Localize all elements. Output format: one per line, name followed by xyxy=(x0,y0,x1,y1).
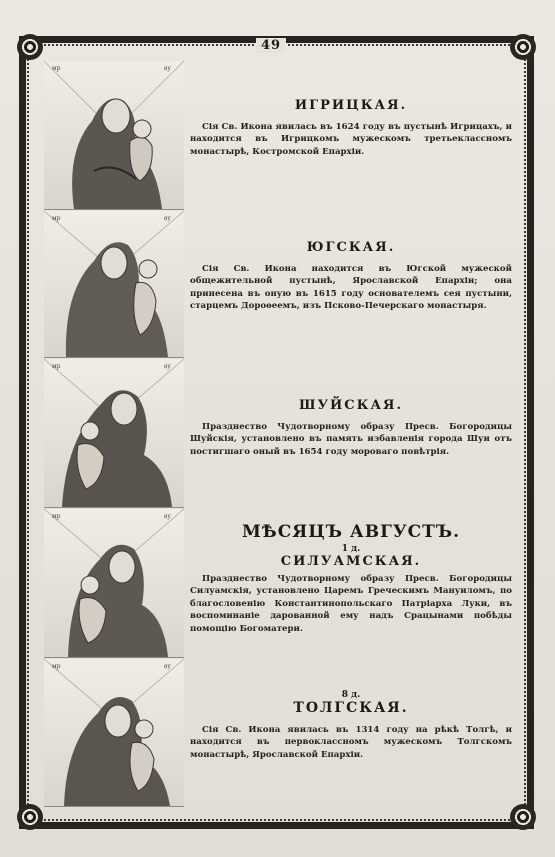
madonna-icon xyxy=(44,211,184,357)
madonna-icon xyxy=(44,359,184,507)
section-title: ЮГСКАЯ. xyxy=(306,240,396,255)
icon-label-right: ѳу xyxy=(164,663,171,670)
section-text: Празднество Чудотворному образу Пресв. Богородицы Шуйскія, установлено въ память избавленія города Шуи отъ постигшаго оный въ 1654 году моровагo повѣтрія. xyxy=(190,422,512,457)
icon-label-right: ѳу xyxy=(164,513,171,520)
icon-label-left: мр xyxy=(52,513,61,520)
section-igritskaya xyxy=(190,98,512,158)
section-text: Сія Св. Икона явилась въ 1624 году въ пустынѣ Игрицахъ, и находится въ Игрицкомъ мужескомъ третьеклассномъ монастырѣ, Костромской Епархіи. xyxy=(190,122,512,157)
section-text: Празднество Чудотворному образу Пресв. Богородицы Силуамскія, установлено Царемъ Греческимъ Мануиломъ, по благословенію Константинопольскаго Патріарха Луки, въ воспоминаніе дарованной ему надъ Срацынами побѣды помощію Богоматери. xyxy=(190,574,512,634)
icon-label-right: ѳу xyxy=(164,363,171,370)
icon-label-left: мр xyxy=(52,363,61,370)
section-text: Сія Св. Икона явилась въ 1314 году на рѣкѣ Толгѣ, и находится въ первоклассномъ мужескомъ Толгскомъ монастырѣ, Ярославской Епархіи. xyxy=(190,725,512,760)
corner-rosette-icon xyxy=(510,34,536,60)
section-yugskaya xyxy=(190,240,512,313)
month-title: МѢСЯЦЪ АВГУСТЪ. xyxy=(241,522,461,542)
section-title: ТОЛГСКАЯ. xyxy=(293,700,409,716)
icon-column xyxy=(44,61,184,806)
icon-label-left: мр xyxy=(52,215,61,222)
section-title: ШУЙСКАЯ. xyxy=(298,398,404,413)
corner-rosette-icon xyxy=(17,804,43,830)
corner-rosette-icon xyxy=(510,804,536,830)
madonna-icon xyxy=(44,659,184,806)
icon-shuyskaya xyxy=(44,359,184,508)
icon-igritskaya xyxy=(44,61,184,210)
page-number: 49 xyxy=(256,38,286,53)
madonna-icon xyxy=(44,509,184,657)
day-mark: 8 д. xyxy=(341,690,361,700)
day-mark: 1 д. xyxy=(341,544,361,554)
madonna-icon xyxy=(44,61,184,209)
icon-label-left: мр xyxy=(52,65,61,72)
icon-label-right: ѳу xyxy=(164,65,171,72)
section-tolgskaya xyxy=(190,688,512,761)
icon-tolgskaya xyxy=(44,659,184,807)
section-title: СИЛУАМСКАЯ. xyxy=(280,554,422,569)
icon-siluamskaya xyxy=(44,509,184,658)
icon-label-left: мр xyxy=(52,663,61,670)
month-august xyxy=(190,522,512,635)
corner-rosette-icon xyxy=(17,34,43,60)
section-title: ИГРИЦКАЯ. xyxy=(294,98,408,113)
section-shuyskaya xyxy=(190,398,512,458)
section-text: Сія Св. Икона находится въ Югской мужеской общежительной пустынѣ, Ярославской Епархіи; она принесена въ оную въ 1615 году основателемъ сея пустыни, старцемъ Дороѳеемъ, изъ Псково-Печерскаго монастыря. xyxy=(190,264,512,312)
icon-label-right: ѳу xyxy=(164,215,171,222)
icon-yugskaya xyxy=(44,211,184,358)
